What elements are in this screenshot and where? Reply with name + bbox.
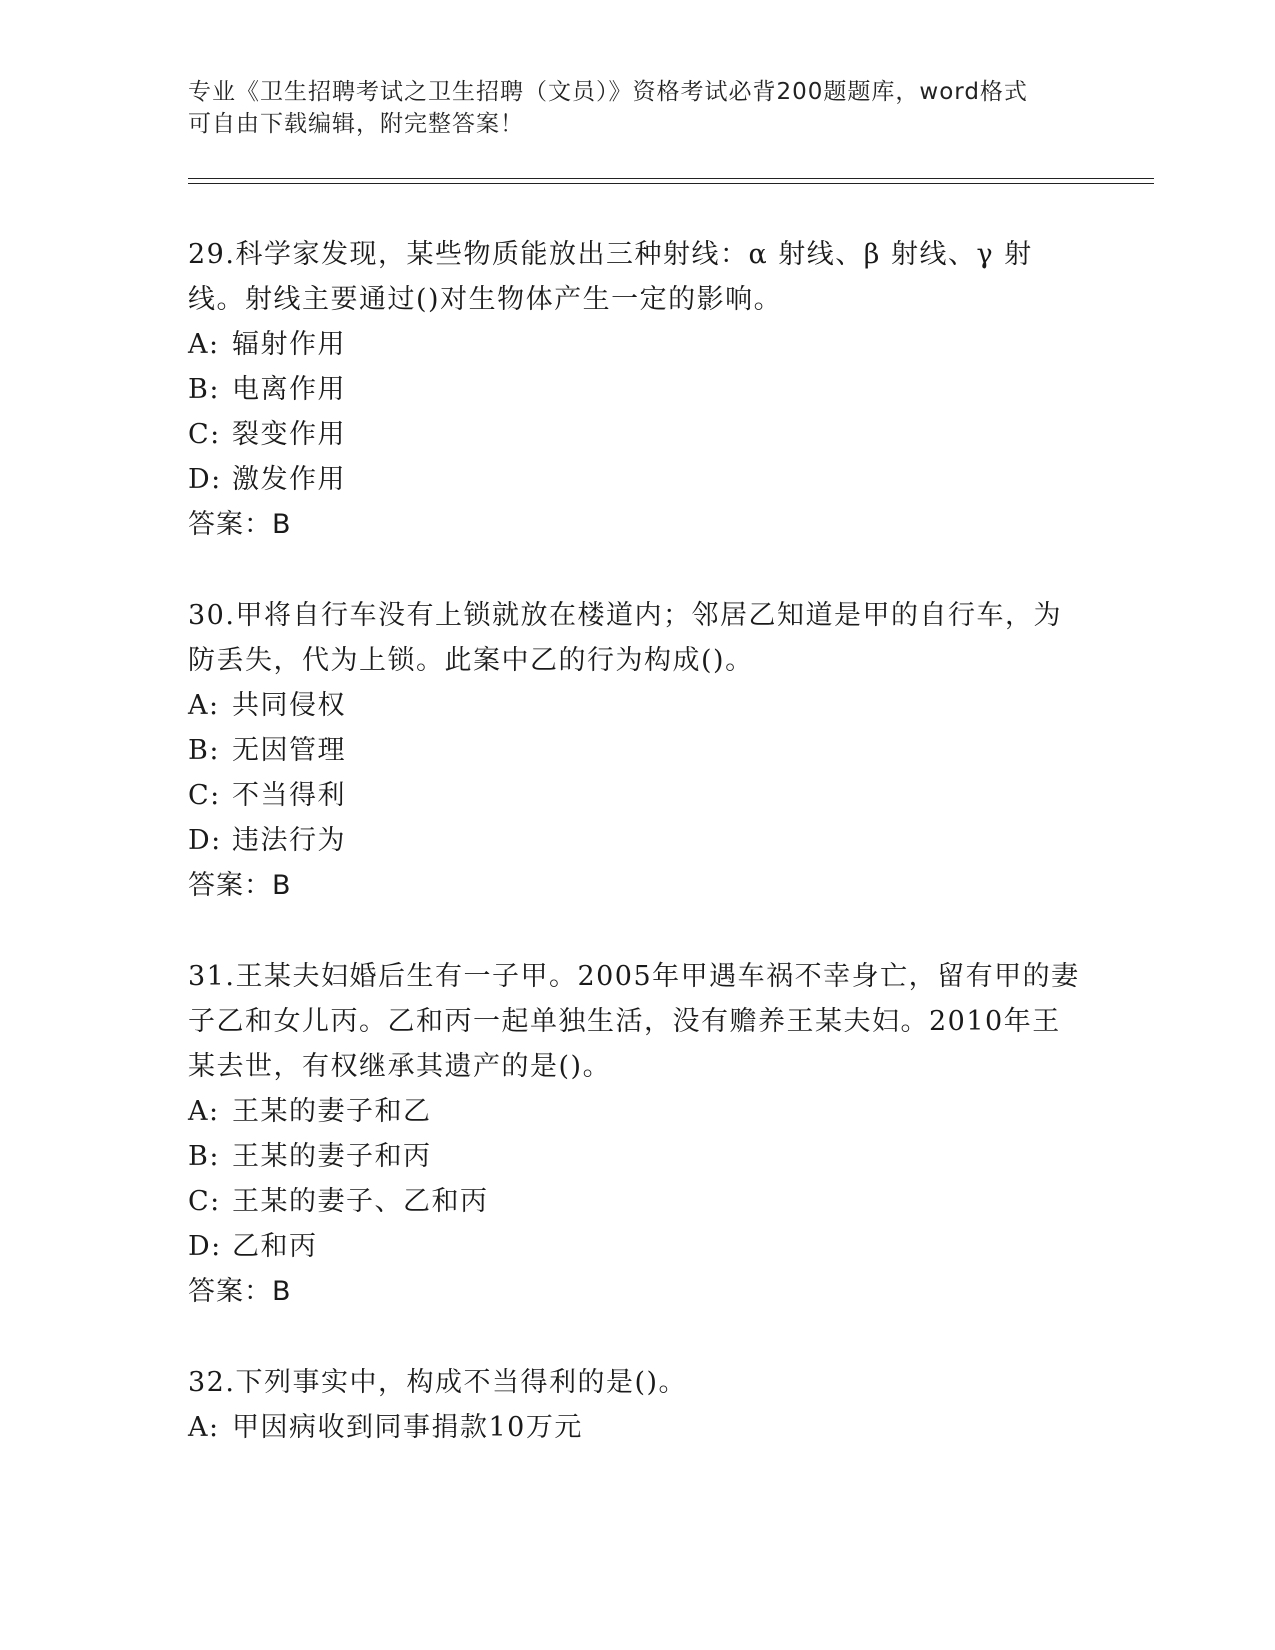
option-text: 辐射作用: [232, 329, 346, 360]
option-letter: A:: [188, 690, 220, 721]
option-d: [188, 1224, 1088, 1269]
option-b: [188, 367, 1088, 412]
option-letter: C:: [188, 419, 221, 450]
option-a: [188, 322, 1088, 367]
question-text-line: 32.下列事实中，构成不当得利的是()。: [188, 1367, 688, 1398]
question-text-line: 29.科学家发现，某些物质能放出三种射线：α 射线、β 射线、γ 射: [188, 239, 1033, 270]
option-text: 共同侵权: [232, 690, 346, 721]
question-text-line: 某去世，有权继承其遗产的是()。: [188, 1051, 612, 1082]
question-30: [188, 593, 1088, 908]
option-text: 甲因病收到同事捐款10万元: [232, 1412, 583, 1443]
option-letter: C:: [188, 1186, 221, 1217]
header-divider-top: [188, 178, 1154, 179]
option-c: [188, 773, 1088, 818]
option-b: [188, 728, 1088, 773]
option-text: 不当得利: [232, 780, 346, 811]
option-text: 王某的妻子和乙: [232, 1096, 432, 1127]
header-divider-bottom: [188, 183, 1154, 184]
question-text-line: 子乙和女儿丙。乙和丙一起单独生活，没有赡养王某夫妇。2010年王: [188, 1006, 1061, 1037]
option-a: [188, 1089, 1088, 1134]
header-line-2: 可自由下载编辑，附完整答案！: [188, 111, 524, 137]
question-29: [188, 232, 1088, 547]
question-31: [188, 954, 1088, 1314]
option-c: [188, 412, 1088, 457]
option-c: [188, 1179, 1088, 1224]
option-text: 王某的妻子和丙: [232, 1141, 432, 1172]
answer-line: 答案：B: [188, 509, 292, 540]
option-text: 裂变作用: [232, 419, 346, 450]
option-letter: B:: [188, 1141, 220, 1172]
option-text: 激发作用: [232, 464, 346, 495]
option-letter: C:: [188, 780, 221, 811]
option-letter: B:: [188, 374, 220, 405]
option-a: [188, 683, 1088, 728]
answer-line: 答案：B: [188, 1276, 292, 1307]
question-32: [188, 1360, 1088, 1450]
header-line-1: 专业《卫生招聘考试之卫生招聘（文员）》资格考试必背200题题库，word格式: [188, 79, 1028, 105]
option-a: [188, 1405, 1088, 1450]
option-text: 乙和丙: [232, 1231, 318, 1262]
option-text: 无因管理: [232, 735, 346, 766]
option-letter: A:: [188, 1096, 220, 1127]
question-text-line: 线。射线主要通过()对生物体产生一定的影响。: [188, 284, 783, 315]
option-text: 王某的妻子、乙和丙: [232, 1186, 489, 1217]
answer-line: 答案：B: [188, 870, 292, 901]
option-letter: B:: [188, 735, 220, 766]
document-header: [188, 76, 1088, 140]
option-b: [188, 1134, 1088, 1179]
option-letter: D:: [188, 464, 222, 495]
option-d: [188, 818, 1088, 863]
option-letter: D:: [188, 1231, 222, 1262]
option-letter: D:: [188, 825, 222, 856]
question-list: [188, 232, 1088, 1496]
option-letter: A:: [188, 1412, 220, 1443]
question-text-line: 31.王某夫妇婚后生有一子甲。2005年甲遇车祸不幸身亡，留有甲的妻: [188, 961, 1080, 992]
question-text-line: 防丢失，代为上锁。此案中乙的行为构成()。: [188, 645, 754, 676]
option-text: 电离作用: [232, 374, 346, 405]
option-letter: A:: [188, 329, 220, 360]
question-text-line: 30.甲将自行车没有上锁就放在楼道内；邻居乙知道是甲的自行车，为: [188, 600, 1062, 631]
option-text: 违法行为: [232, 825, 346, 856]
option-d: [188, 457, 1088, 502]
